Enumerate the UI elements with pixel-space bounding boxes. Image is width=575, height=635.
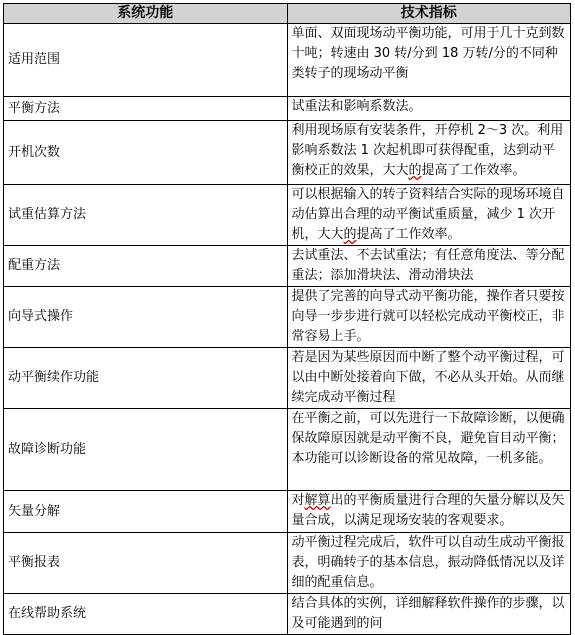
function-cell: 试重估算方法 — [4, 185, 288, 246]
spec-text: 单面、双面现场动平衡功能，可用于几十克到数十吨；转速由 30 转/分到 18 万转/分的不同种类转子的现场动平衡 — [291, 26, 565, 81]
spec-cell — [287, 594, 571, 635]
spec-text: 试重法和影响系数法。 — [291, 99, 422, 114]
spec-cell — [287, 348, 571, 409]
table-row — [4, 287, 571, 348]
spec-cell — [287, 409, 571, 491]
spec-cell — [287, 491, 571, 533]
table-row — [4, 409, 571, 491]
table-row — [4, 594, 571, 635]
spec-text: 去试重法、不去试重法；有任意角度法、等分配重法；添加滑块法、滑动滑块法 — [291, 248, 565, 283]
table-header-row — [4, 4, 571, 24]
spec-cell — [287, 185, 571, 246]
function-cell: 向导式操作 — [4, 287, 288, 348]
function-cell: 故障诊断功能 — [4, 409, 288, 491]
spec-cell — [287, 246, 571, 287]
spec-cell — [287, 121, 571, 185]
spec-text: 动平衡过程完成后，软件可以自动生成动平衡报表，明确转子的基本信息，振动降低情况以及详细的配重信息。 — [291, 535, 565, 590]
table-row — [4, 491, 571, 533]
table-row — [4, 185, 571, 246]
function-cell: 动平衡续作功能 — [4, 348, 288, 409]
function-cell: 开机次数 — [4, 121, 288, 185]
function-cell: 在线帮助系统 — [4, 594, 288, 635]
spellcheck-marked-text: 的 — [343, 227, 357, 242]
spec-text: 对 — [291, 493, 305, 508]
spec-text: 若是因为某些原因而中断了整个动平衡过程，可以由中断处接着向下做，不必从头开始。从而继续完成动平衡过程 — [291, 350, 565, 405]
header-function: 系统功能 — [4, 4, 288, 24]
table-row — [4, 246, 571, 287]
table-row — [4, 121, 571, 185]
spec-text: 利用现场原有安装条件，开停机 2～3 次。利用影响系数法 1 次起机即可获得配重，达到动平衡校正的效果，大大 — [291, 123, 564, 178]
table-row — [4, 348, 571, 409]
function-cell: 适用范围 — [4, 24, 288, 97]
spellcheck-marked-text: 的 — [408, 163, 422, 178]
spellcheck-marked-text: 解算 — [304, 493, 331, 508]
table-row — [4, 533, 571, 594]
function-cell: 矢量分解 — [4, 491, 288, 533]
spec-text: 出的平衡质量进行合理的矢量分解以及矢量合成，以满足现场安装的客观要求。 — [291, 493, 565, 528]
spec-text: 提高了工作效率。 — [421, 163, 526, 178]
spec-table — [3, 3, 571, 635]
spec-text: 在平衡之前，可以先进行一下故障诊断，以便确保故障原因就是动平衡不良，避免盲目动平衡；本功能可以诊断设备的常见故障，一机多能。 — [291, 411, 565, 466]
function-cell: 平衡报表 — [4, 533, 288, 594]
spec-cell — [287, 287, 571, 348]
spec-text: 可以根据输入的转子资料结合实际的现场环境自动估算出合理的动平衡试重质量，减少 1 次开机，大大 — [291, 187, 565, 242]
function-cell: 配重方法 — [4, 246, 288, 287]
spec-text: 提供了完善的向导式动平衡功能，操作者只要按向导一步步进行就可以轻松完成动平衡校正，非常容易上手。 — [291, 289, 565, 344]
header-spec: 技术指标 — [287, 4, 571, 24]
spec-cell — [287, 97, 571, 121]
function-cell: 平衡方法 — [4, 97, 288, 121]
spec-cell — [287, 533, 571, 594]
spec-text: 结合具体的实例，详细解释软件操作的步骤，以及可能遇到的问 — [291, 596, 565, 631]
spec-text: 提高了工作效率。 — [356, 227, 461, 242]
table-row — [4, 24, 571, 97]
table-row — [4, 97, 571, 121]
spec-cell — [287, 24, 571, 97]
